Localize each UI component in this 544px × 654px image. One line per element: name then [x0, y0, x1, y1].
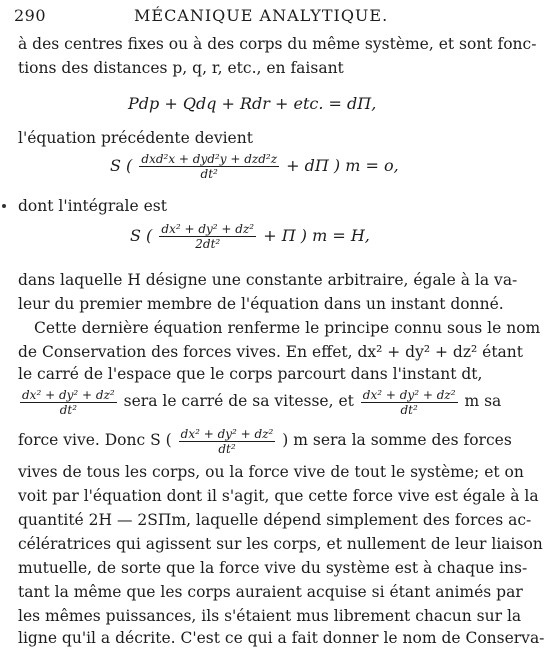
text-line: dont l'intégrale est: [18, 197, 167, 215]
text-line: l'équation précédente devient: [18, 129, 253, 147]
text-line-fractions: [18, 384, 502, 418]
text-line: Cette dernière équation renferme le principe connu sous le nom: [34, 319, 541, 337]
sum-numerator: dx² + dy² + dz²: [180, 426, 274, 441]
text-line: les mêmes puissances, ils s'étaient mus librement chacun sur la: [18, 607, 522, 625]
equation-integral: [130, 222, 370, 251]
vis-viva-denominator: dt²: [400, 402, 418, 417]
sum-denominator: dt²: [218, 441, 236, 456]
page-header: [14, 6, 486, 32]
equation-potential: Pdp + Qdq + Rdr + etc. = dΠ,: [128, 94, 377, 113]
eq3-prefix: S (: [130, 226, 153, 245]
text-segment: sera le carré de sa vitesse, et: [123, 392, 354, 410]
eq2-numerator: dxd²x + dyd²y + dzd²z: [141, 152, 278, 166]
eq3-fraction: [159, 222, 256, 251]
text-line: dans laquelle H désigne une constante arbitraire, égale à la va-: [18, 271, 518, 289]
text-segment: ) m sera la somme des forces: [282, 431, 512, 449]
vis-viva-fraction: [361, 388, 458, 417]
text-line: le carré de l'espace que le corps parcourt dans l'instant dt,: [18, 365, 483, 383]
text-line: ligne qu'il a décrite. C'est ce qui a fait donner le nom de Conserva-: [18, 629, 544, 647]
text-line: tant la même que les corps auraient acquise si étant animés par: [18, 583, 523, 601]
sum-fraction: [179, 427, 276, 456]
text-line: célératrices qui agissent sur les corps, et nullement de leur liaison: [18, 535, 543, 553]
vis-viva-numerator: dx² + dy² + dz²: [362, 387, 456, 402]
velocity-numerator: dx² + dy² + dz²: [22, 387, 115, 402]
text-line-sum: [18, 422, 512, 458]
eq3-numerator: dx² + dy² + dz²: [161, 222, 255, 236]
running-title: MÉCANIQUE ANALYTIQUE.: [134, 6, 389, 25]
margin-mark: [2, 204, 6, 208]
text-segment: force vive. Donc S (: [18, 431, 172, 449]
text-line: vives de tous les corps, ou la force vive de tout le système; et on: [18, 463, 524, 481]
eq2-suffix: + dΠ ) m = o,: [286, 156, 399, 175]
text-segment: m sa: [464, 392, 502, 410]
velocity-denominator: dt²: [59, 402, 78, 417]
text-line: mutuelle, de sorte que la force vive du système est à chaque ins-: [18, 559, 528, 577]
text-line: voit par l'équation dont il s'agit, que cette force vive est égale à la: [18, 487, 539, 505]
velocity-fraction: [20, 388, 117, 417]
text-line: de Conservation des forces vives. En effet, dx² + dy² + dz² étant: [18, 343, 523, 361]
page-number: 290: [14, 6, 47, 25]
text-line: à des centres fixes ou à des corps du même système, et sont fonc-: [18, 35, 537, 53]
eq2-fraction: [139, 152, 279, 181]
eq2-denominator: dt²: [200, 167, 218, 181]
equation-differential: [110, 152, 399, 181]
eq3-denominator: 2dt²: [195, 237, 221, 251]
eq2-prefix: S (: [110, 156, 133, 175]
text-line: quantité 2H — 2SΠm, laquelle dépend simplement des forces ac-: [18, 511, 532, 529]
eq3-suffix: + Π ) m = H,: [263, 226, 370, 245]
text-line: leur du premier membre de l'équation dans un instant donné.: [18, 295, 504, 313]
text-line: tions des distances p, q, r, etc., en faisant: [18, 59, 344, 77]
